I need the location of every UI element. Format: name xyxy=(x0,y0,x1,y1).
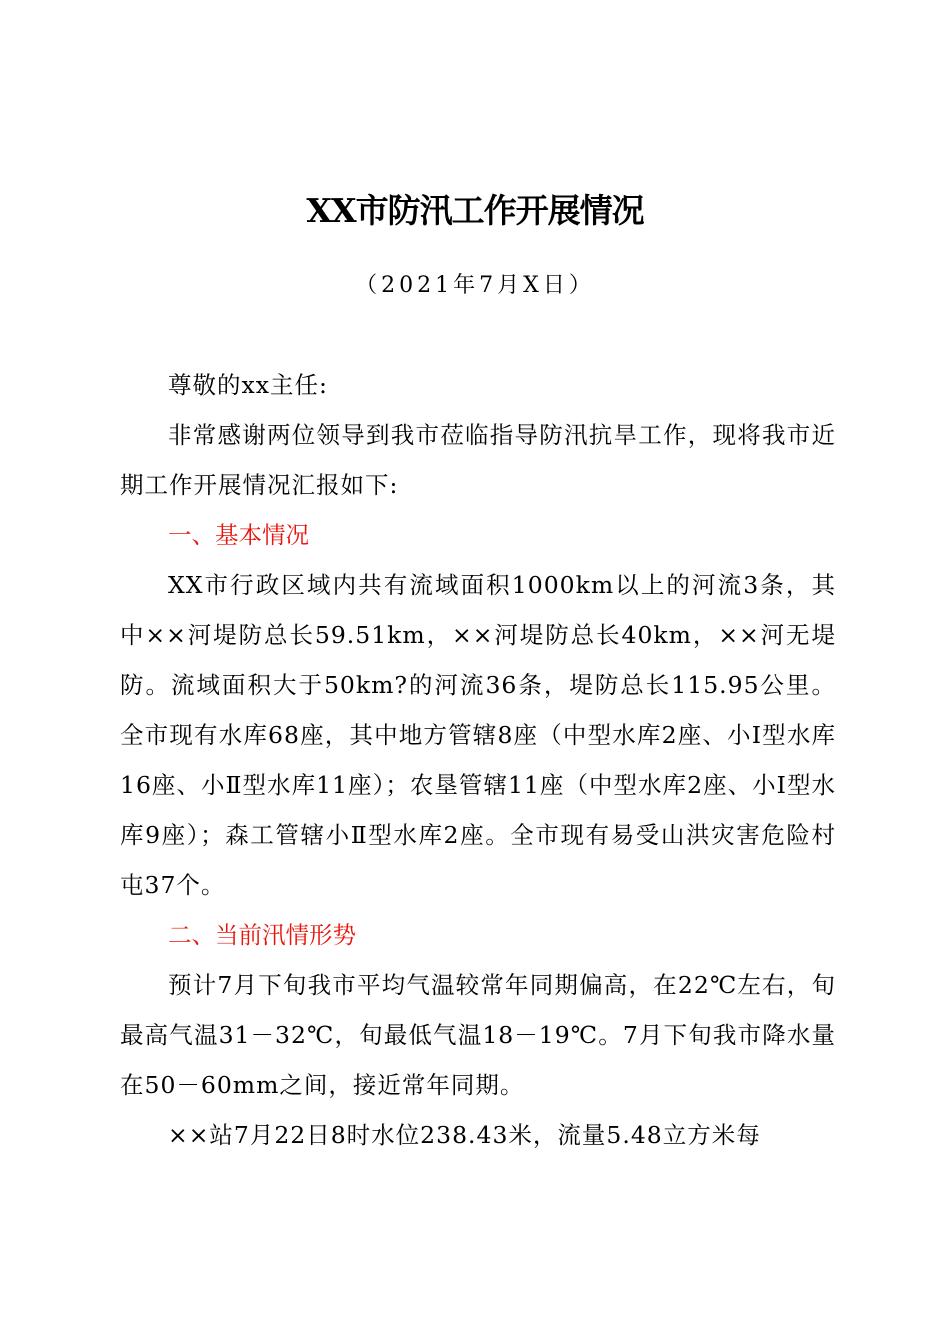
document-body xyxy=(120,360,836,1160)
document-title: XX市防汛工作开展情况 xyxy=(306,191,644,230)
salutation: 尊敬的xx主任: xyxy=(168,371,328,399)
section-heading-flood-situation: 二、当前汛情形势 xyxy=(168,921,356,949)
basic-info-paragraph: XX市行政区域内共有流域面积1000km以上的河流3条，其中××河堤防总长59.51km，××河堤防总长40km，××河无堤防。流域面积大于50km?的河流36条，堤防总长115.95公里。全市现有水库68座，其中地方管辖8座（中型水库2座、小Ⅰ型水库16座、小Ⅱ型水库11座）；农垦管辖11座（中型水库2座、小Ⅰ型水库9座）；森工管辖小Ⅱ型水库2座。全市现有易受山洪灾害危险村屯37个。 xyxy=(120,571,836,899)
document-date: （2021年7月X日） xyxy=(355,273,595,298)
intro-paragraph: 非常感谢两位领导到我市莅临指导防汛抗旱工作，现将我市近期工作开展情况汇报如下: xyxy=(120,421,836,499)
section-heading-basic-info: 一、基本情况 xyxy=(168,521,309,549)
weather-forecast-paragraph: 预计7月下旬我市平均气温较常年同期偏高，在22℃左右，旬最高气温31－32℃，旬最低气温18－19℃。7月下旬我市降水量在50－60mm之间，接近常年同期。 xyxy=(120,971,836,1099)
water-level-paragraph: ××站7月22日8时水位238.43米，流量5.48立方米每 xyxy=(168,1121,761,1149)
